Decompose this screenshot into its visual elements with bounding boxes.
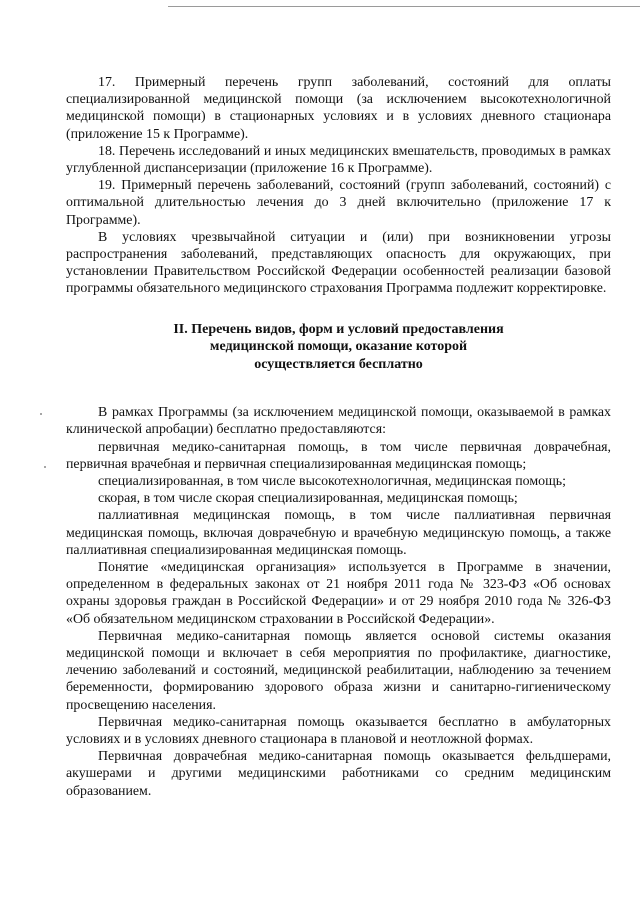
emergency-adjustment-paragraph: В условиях чрезвычайной ситуации и (или) при возникновении угрозы распространения заболеваний, представляющих опасность для окружающих, при установлении Правительством Российской Федерации особенностей реализации базовой программы обязательного медицинского страхования Программа подлежит корректировке.	[66, 229, 611, 297]
program-scope-paragraph: В рамках Программы (за исключением медицинской помощи, оказываемой в рамках клинической апробации) бесплатно предоставляются:	[66, 405, 611, 438]
section-heading	[66, 321, 611, 374]
section-heading-line: медицинской помощи, оказание которой	[209, 339, 468, 355]
paragraphs-before-heading	[66, 74, 611, 298]
care-type-emergency: скорая, в том числе скорая специализированная, медицинская помощь;	[98, 491, 518, 507]
paragraphs-after-heading	[66, 404, 611, 800]
care-type-primary: первичная медико-санитарная помощь, в том числе первичная доврачебная, первичная врачебная и первичная специализированная медицинская помощь;	[66, 439, 611, 472]
scan-top-rule	[168, 6, 640, 7]
medical-organization-definition: Понятие «медицинская организация» используется в Программе в значении, определенном в федеральных законах от 21 ноября 2011 года № 323-ФЗ «Об основах охраны здоровья граждан в Российской Федерации» и от 29 ноября 2010 года № 326-ФЗ «Об обязательном медицинском страховании в Российской Федерации».	[66, 559, 611, 627]
scan-margin-mark	[44, 466, 46, 468]
primary-care-conditions: Первичная медико-санитарная помощь оказывается бесплатно в амбулаторных условиях и в условиях дневного стационара в плановой и неотложной формах.	[66, 714, 611, 747]
care-type-specialized: специализированная, в том числе высокотехнологичная, медицинская помощь;	[98, 473, 566, 489]
list-item-17: 17. Примерный перечень групп заболеваний, состояний для оплаты специализированной медицинской помощи (за исключением высокотехнологичной медицинской помощи) в стационарных условиях и в условиях дневного стационара (приложение 15 к Программе).	[66, 75, 611, 142]
section-heading-line: II. Перечень видов, форм и условий предоставления	[173, 321, 504, 337]
pre-doctor-care-providers: Первичная доврачебная медико-санитарная помощь оказывается фельдшерами, акушерами и другими медицинскими работниками со средним медицинским образованием.	[66, 749, 611, 799]
primary-care-definition: Первичная медико-санитарная помощь является основой системы оказания медицинской помощи и включает в себя мероприятия по профилактике, диагностике, лечению заболеваний и состояний, медицинской реабилитации, наблюдению за течением беременности, формированию здорового образа жизни и санитарно-гигиеническому просвещению населения.	[66, 628, 611, 713]
section-heading-line: осуществляется бесплатно	[254, 356, 423, 372]
list-item-18: 18. Перечень исследований и иных медицинских вмешательств, проводимых в рамках углубленной диспансеризации (приложение 16 к Программе).	[66, 143, 611, 177]
list-item-19: 19. Примерный перечень заболеваний, состояний (групп заболеваний, состояний) с оптимальной длительностью лечения до 3 дней включительно (приложение 17 к Программе).	[66, 178, 611, 228]
scan-margin-mark	[40, 413, 42, 415]
document-page	[66, 74, 611, 800]
care-type-palliative: паллиативная медицинская помощь, в том числе паллиативная первичная медицинская помощь, включая доврачебную и врачебную медицинскую помощь, а также паллиативная специализированная медицинская помощь.	[66, 508, 611, 558]
